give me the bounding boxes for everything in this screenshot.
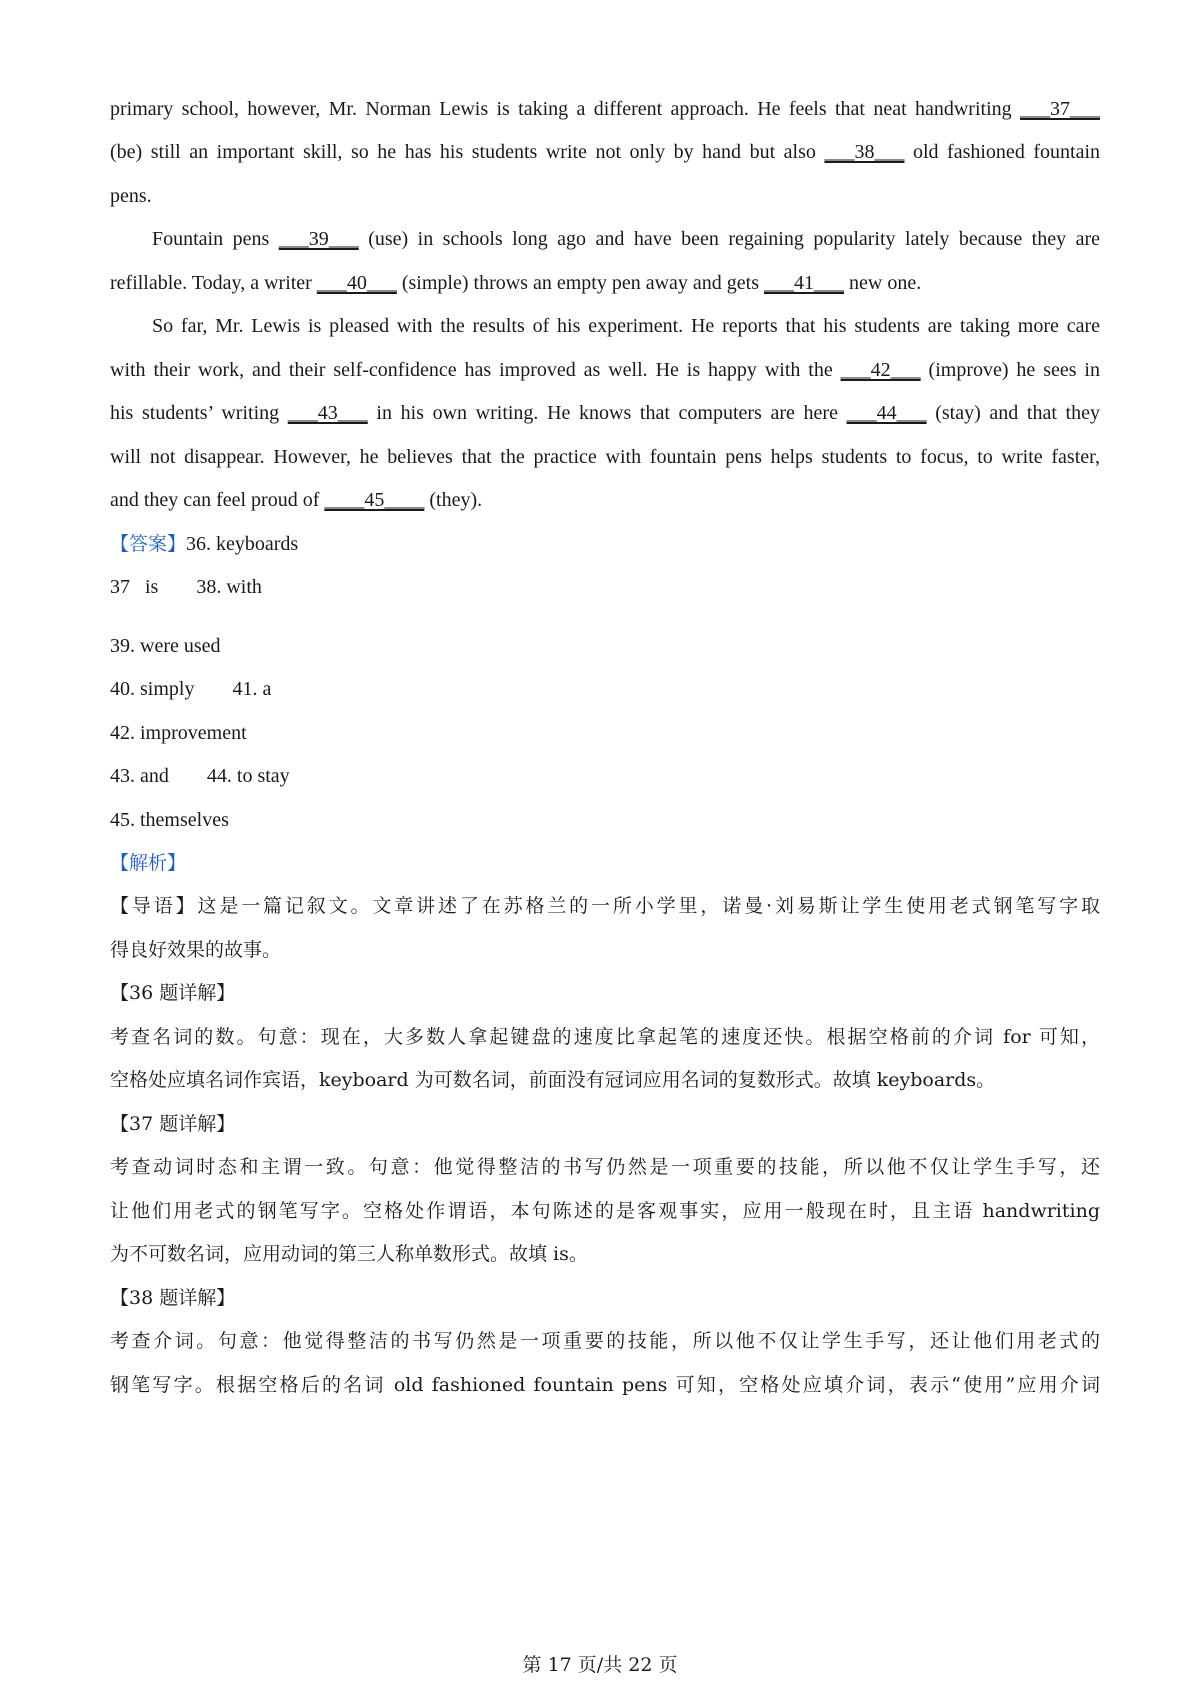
passage-text: refillable. Today, a writer xyxy=(110,272,317,294)
analysis-intro-line: 得良好效果的故事。 xyxy=(110,939,282,961)
answer-38: 38. with xyxy=(196,576,262,598)
answer-line xyxy=(110,530,1100,558)
q37-heading: 【37 题详解】 xyxy=(110,1113,236,1135)
q37-line: 为不可数名词，应用动词的第三人称单数形式。故填 is。 xyxy=(110,1243,588,1265)
passage-text: (stay) and that they xyxy=(926,402,1100,424)
q36-line: 空格处应填名词作宾语，keyboard 为可数名词，前面没有冠词应用名词的复数形式。故填 keyboards。 xyxy=(110,1069,996,1091)
passage-line xyxy=(110,399,1100,427)
passage-text: in his own writing. He knows that computers are here xyxy=(367,402,847,424)
answer-line xyxy=(110,762,1100,790)
blank-42: ___42___ xyxy=(840,359,921,381)
passage-line xyxy=(152,225,1100,253)
q36-heading: 【36 题详解】 xyxy=(110,982,236,1004)
passage-text: his students’ writing xyxy=(110,402,288,424)
answer-line: 45. themselves xyxy=(110,809,229,831)
passage-text: old fashioned fountain xyxy=(904,141,1100,163)
q37-line: 考查动词时态和主谓一致。句意：他觉得整洁的书写仍然是一项重要的技能，所以他不仅让学生手写，还 xyxy=(110,1156,1100,1178)
passage-text: (improve) he sees in xyxy=(920,359,1100,381)
answer-line xyxy=(110,675,1100,703)
passage-line xyxy=(110,138,1100,166)
answer-37: 37 is xyxy=(110,576,159,598)
blank-40: ___40___ xyxy=(316,272,397,294)
passage-text: (use) in schools long ago and have been regaining popularity lately because they are xyxy=(358,228,1100,250)
q38-heading: 【38 题详解】 xyxy=(110,1287,236,1309)
q38-line: 钢笔写字。根据空格后的名词 old fashioned fountain pens 可知，空格处应填介词，表示“使用”应用介词 xyxy=(110,1374,1100,1396)
passage-text: (they). xyxy=(424,489,483,511)
answer-40: 40. simply xyxy=(110,678,195,700)
passage-line xyxy=(110,486,1100,514)
passage-text: (simple) throws an empty pen away and gets xyxy=(396,272,764,294)
passage-line: will not disappear. However, he believes that the practice with fountain pens helps students to focus, to write faster, xyxy=(110,446,1100,468)
analysis-intro-line: 【导语】这是一篇记叙文。文章讲述了在苏格兰的一所小学里，诺曼·刘易斯让学生使用老式钢笔写字取 xyxy=(110,895,1100,917)
answer-44: 44. to stay xyxy=(206,765,290,787)
answer-line: 39. were used xyxy=(110,635,221,657)
passage-text: Fountain pens xyxy=(152,228,279,250)
answer-36: 36. keyboards xyxy=(186,533,299,555)
blank-43: ___43___ xyxy=(287,402,368,424)
answer-line: 42. improvement xyxy=(110,722,247,744)
answer-43: 43. and xyxy=(110,765,169,787)
blank-45: ____45____ xyxy=(324,489,425,511)
answer-41: 41. a xyxy=(232,678,272,700)
passage-line xyxy=(110,356,1100,384)
passage-line: pens. xyxy=(110,185,152,207)
blank-41: ___41___ xyxy=(764,272,844,294)
analysis-label: 【解析】 xyxy=(110,852,187,874)
passage-text: and they can feel proud of xyxy=(110,489,325,511)
passage-line xyxy=(110,95,1100,123)
answer-line xyxy=(110,573,1100,601)
passage-text: (be) still an important skill, so he has his students write not only by hand but also xyxy=(110,141,825,163)
answer-label: 【答案】 xyxy=(110,533,187,555)
q36-line: 考查名词的数。句意：现在，大多数人拿起键盘的速度比拿起笔的速度还快。根据空格前的介词 for 可知， xyxy=(110,1026,1100,1048)
q38-line: 考查介词。句意：他觉得整洁的书写仍然是一项重要的技能，所以他不仅让学生手写，还让他们用老式的 xyxy=(110,1330,1100,1352)
blank-44: ___44___ xyxy=(846,402,927,424)
blank-37: ___37___ xyxy=(1020,98,1100,120)
q37-line: 让他们用老式的钢笔写字。空格处作谓语，本句陈述的是客观事实，应用一般现在时，且主语 handwriting xyxy=(110,1200,1100,1222)
passage-line: So far, Mr. Lewis is pleased with the results of his experiment. He reports that his students are taking more care xyxy=(152,315,1100,337)
passage-text: primary school, however, Mr. Norman Lewis is taking a different approach. He feels that neat handwriting xyxy=(110,98,1020,120)
blank-38: ___38___ xyxy=(824,141,905,163)
passage-text: new one. xyxy=(844,272,922,294)
blank-39: ___39___ xyxy=(278,228,359,250)
passage-text: with their work, and their self-confidence has improved as well. He is happy with the xyxy=(110,359,841,381)
passage-line xyxy=(110,269,1100,297)
page-footer: 第 17 页/共 22 页 xyxy=(522,1654,678,1676)
